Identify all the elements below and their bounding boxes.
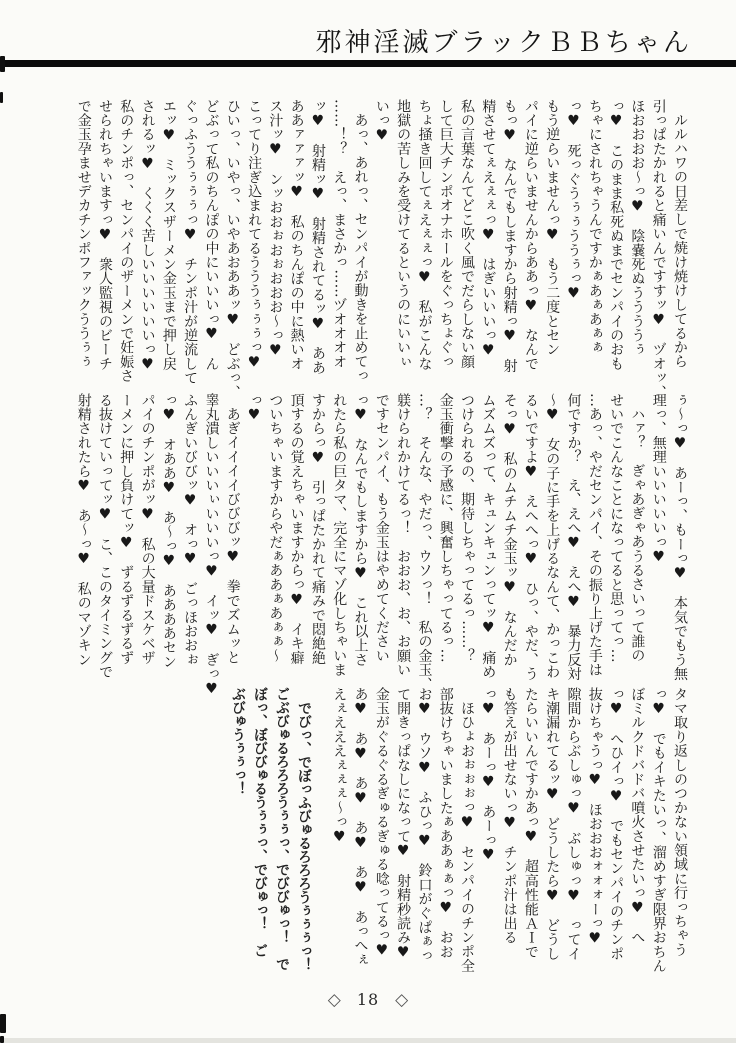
text-column: 金玉衝撃の予感に、興奮しちゃってるっ… bbox=[437, 393, 454, 663]
scan-mark bbox=[0, 1014, 6, 1033]
text-column: ひいっ、いやっ、いやあおああッ♥ どぶっ、 bbox=[224, 99, 241, 400]
text-column: すからっ♥ 引っぱたかれて痛みで悶絶絶 bbox=[309, 393, 326, 665]
text-column: つけられるの、期待しちゃってるっ……？ bbox=[459, 393, 476, 663]
text-column: で金玉孕ませデカチンポファックううぅぅ bbox=[75, 99, 92, 369]
text-column: 理っ、無理いいいいいっ♥ bbox=[650, 393, 667, 566]
text-column: キ潮漏れてるッ♥ どうしたら♥ どうし bbox=[544, 687, 561, 961]
text-column: 何ですか？ え、えへ♥ えへ♥ 暴力反対 bbox=[565, 393, 582, 681]
text-column: っ♥ bbox=[246, 393, 263, 424]
text-column: て開きっぱなしになって♥ 射精秒読み♥ bbox=[395, 687, 412, 961]
text-column: ……！？ えっ、まさかっ……ヅオオオオ bbox=[331, 99, 348, 369]
text-column: も答えが出せないっ♥ チンポ汁は出る bbox=[501, 687, 518, 945]
text-column: ああァァァッ♥ 私のちんぽの中に熱いオ bbox=[288, 99, 305, 371]
text-column: …あっ、やだセンパイ、その振り上げた手は bbox=[586, 393, 603, 677]
text-column: タマ取り返しのつかない領域に行っちゃう bbox=[672, 687, 688, 957]
text-column: あ♥ あ♥ あ♥ あ♥ あ♥ あっへぇ bbox=[352, 687, 369, 967]
text-column: ほひょおぉぉぉっ♥ センパイのチンポ全 bbox=[459, 701, 476, 973]
text-column: 金玉がぐるぐるぎゅるぎゅる唸ってるっ♥ bbox=[373, 687, 390, 959]
text-column: っ♥ でもイキたいっ、溜めすぎ限界おちん bbox=[650, 687, 667, 973]
text-column: ですセンパイ、もう金玉はやめてください bbox=[373, 393, 390, 663]
text-column: れたら私の巨タマ、完全にマゾ化しちゃいま bbox=[331, 393, 348, 677]
shout-text-column: でびっ、でぼっふびゅるろろろうぅぅぅっ！ bbox=[295, 701, 312, 971]
header-rule-divider bbox=[0, 60, 736, 67]
text-column: ちょ掻き回してぇえぇぇっ♥ 私がこんな bbox=[416, 99, 433, 371]
text-column: 地獄の苦しみを受けてるというのにいいぃ bbox=[395, 99, 412, 369]
shout-text-column: ごぶびゅるろろろうぅぅっ、でびびゅっ！ で bbox=[273, 687, 290, 971]
text-column: っ♥ オああ♥ あ～っ♥ ああああセン bbox=[160, 393, 177, 669]
text-column: ついちゃいますからやだぁああぁあぁぁ～ bbox=[267, 393, 284, 663]
text-column: どぶって私のちんぽの中にいいいっ♥ ん bbox=[203, 99, 220, 371]
text-column: もっ♥ なんでもしますから射精っ♥ 射 bbox=[501, 99, 518, 373]
text-column: パイに逆らいませんからああっ♥ なんで bbox=[522, 99, 539, 371]
text-column: あっ、あれっ、センパイが動きを止めてっ bbox=[352, 113, 369, 383]
text-column: っ♥ あーっ♥ あーっ♥ bbox=[480, 687, 497, 864]
shout-text-column: ぼっ、ぼびびゅるうぅぅっ、でびゅっ！ ご bbox=[251, 687, 268, 957]
text-column: ッ♥ 射精ッ♥ 射精されてるッ♥ ああ bbox=[309, 99, 326, 375]
text-column: えぇえええぇぇぇ～っ♥ bbox=[331, 687, 348, 846]
text-column: そっ♥ 私のムチムチ金玉ッ♥ なんだか bbox=[501, 393, 518, 667]
text-column: ーメンに押し負けてッ♥ ずるずるずるず bbox=[118, 393, 135, 665]
text-column: …？ そんな、やだっ、ウソっ！ 私の金玉、 bbox=[416, 393, 433, 692]
scan-mark bbox=[0, 56, 5, 72]
text-column: っ♥ このまま私死ぬまでセンパイのおも bbox=[608, 99, 625, 371]
text-column: ふんぎいびびッ♥ オっ♥ ごっほおおぉ bbox=[182, 393, 199, 667]
text-column: たらいいんですかあっ♥ 超高性能ＡＩで bbox=[522, 687, 539, 959]
text-column: ハァ？ ぎゃあぎゃあうるさいって誰の bbox=[629, 407, 646, 663]
text-column: ぼミルクドバドバ噴火させたいっ♥ へ bbox=[629, 687, 646, 945]
shout-text-column: ぶびゅうぅぅっ！ bbox=[229, 687, 246, 795]
text-column: 射精されたら♥ あ～っ♥ 私のマゾキン bbox=[75, 393, 92, 667]
text-column: 私の言葉なんてどこ吹く風でだらしない顔 bbox=[459, 99, 476, 369]
text-column: るいですよ♥ えへへっ♥ ひっ、やだ、う bbox=[522, 393, 539, 681]
text-column: いっ♥ bbox=[373, 99, 390, 144]
text-column: して巨大チンポオナホールをぐっちょぐっ bbox=[437, 99, 454, 369]
text-column: もう逆らいませんっ♥ もう二度とセン bbox=[544, 99, 561, 357]
text-column: 躾けられかけてるっ！ おおお、お、お願い bbox=[395, 393, 412, 677]
text-column: 隙間からぶしゅっ♥ ぶしゅっ♥ ってイ bbox=[565, 687, 582, 961]
text-column: っ♥ 死っぐうぅぅううぅっ♥ bbox=[565, 99, 582, 302]
text-column: 引っぱたかれると痛いんですすッ♥ ヅオッ、 bbox=[650, 99, 667, 400]
text-column: る抜けていってッ♥ こ、このタイミングで bbox=[96, 393, 113, 679]
text-column: お♥ ウソ♥ ふひっ♥ 鈴口がぐぱぁっ bbox=[416, 687, 433, 963]
text-column: ムズムズって、キュンキュンってッ♥ 痛め bbox=[480, 393, 497, 679]
scan-mark bbox=[0, 92, 3, 103]
text-column: エッ♥ ミックスザーメン金玉まで押し戻 bbox=[160, 99, 177, 371]
text-band-bottom bbox=[227, 687, 690, 979]
page-number: 18 bbox=[356, 990, 380, 1009]
text-column: パイのチンポがッ♥ 私の大量ドスケベザ bbox=[139, 393, 156, 665]
text-column: っ♥ へひイっ♥ でもセンパイのチンポ bbox=[608, 687, 625, 961]
text-column: こってり注ぎ込まれてるうううぅぅぅっ♥ bbox=[246, 99, 263, 371]
text-column: ～♥ 女の子に手を上げるなんて、かっこわ bbox=[544, 393, 561, 679]
scan-mark bbox=[0, 1036, 4, 1043]
text-column: せられちゃいますっ♥ 衆人監視のビーチ bbox=[96, 99, 113, 371]
footer-diamond-left-icon: ◇ bbox=[327, 990, 341, 1010]
text-column: ルルハワの日差しで焼け焼けしてるから bbox=[672, 113, 688, 369]
text-column: ほおおおお～っ♥ 陰嚢死ぬううううぅ bbox=[629, 99, 646, 357]
text-column: 頂するの覚えちゃいますからっ♥ イキ癖 bbox=[288, 393, 305, 665]
text-column: 私のチンポっ、センパイのザーメンで妊娠さ bbox=[118, 99, 135, 383]
text-column: 精させてぇえぇぇっ♥ はぎいいいっ♥ bbox=[480, 99, 497, 359]
text-column: ぐっふううぅぅぅっ♥ チンポ汁が逆流して bbox=[182, 99, 199, 385]
text-column: あぎイイイイびびびッ♥ 拳でズムッと bbox=[224, 407, 241, 665]
text-band-middle bbox=[72, 393, 690, 698]
text-column: 抜けちゃうっ♥ ほおおおォォォーっ♥ bbox=[586, 687, 603, 947]
text-column: せいでこんなことになってると思ってっ… bbox=[608, 393, 625, 663]
text-column: 睾丸潰しいいいぃいいいっ♥ イッ♥ ぎっ♥ bbox=[203, 393, 220, 698]
text-column: っ♥ なんでもしますから♥ これ以上さ bbox=[352, 393, 369, 667]
text-column: ス汁ッ♥ ンッおおぉおぉおおお～っ♥ bbox=[267, 99, 284, 359]
text-column: 部抜けちゃいましたぁああぁぁっ♥ おお bbox=[437, 687, 454, 959]
page-title: 邪神淫滅ブラックＢＢちゃん bbox=[315, 28, 692, 58]
page-footer bbox=[0, 990, 736, 1010]
scan-bottom-edge bbox=[0, 1038, 736, 1043]
footer-diamond-right-icon: ◇ bbox=[395, 990, 409, 1010]
text-band-top bbox=[72, 99, 690, 400]
text-column: されるッ♥ くくく苦しいいいいいいっ♥ bbox=[139, 99, 156, 373]
text-column: ぅ～っ♥ あーっ、もーっ♥ 本気でもう無 bbox=[672, 393, 688, 681]
text-column: ちゃにされちゃうんですかぁあぁあぁぁ bbox=[586, 99, 603, 355]
